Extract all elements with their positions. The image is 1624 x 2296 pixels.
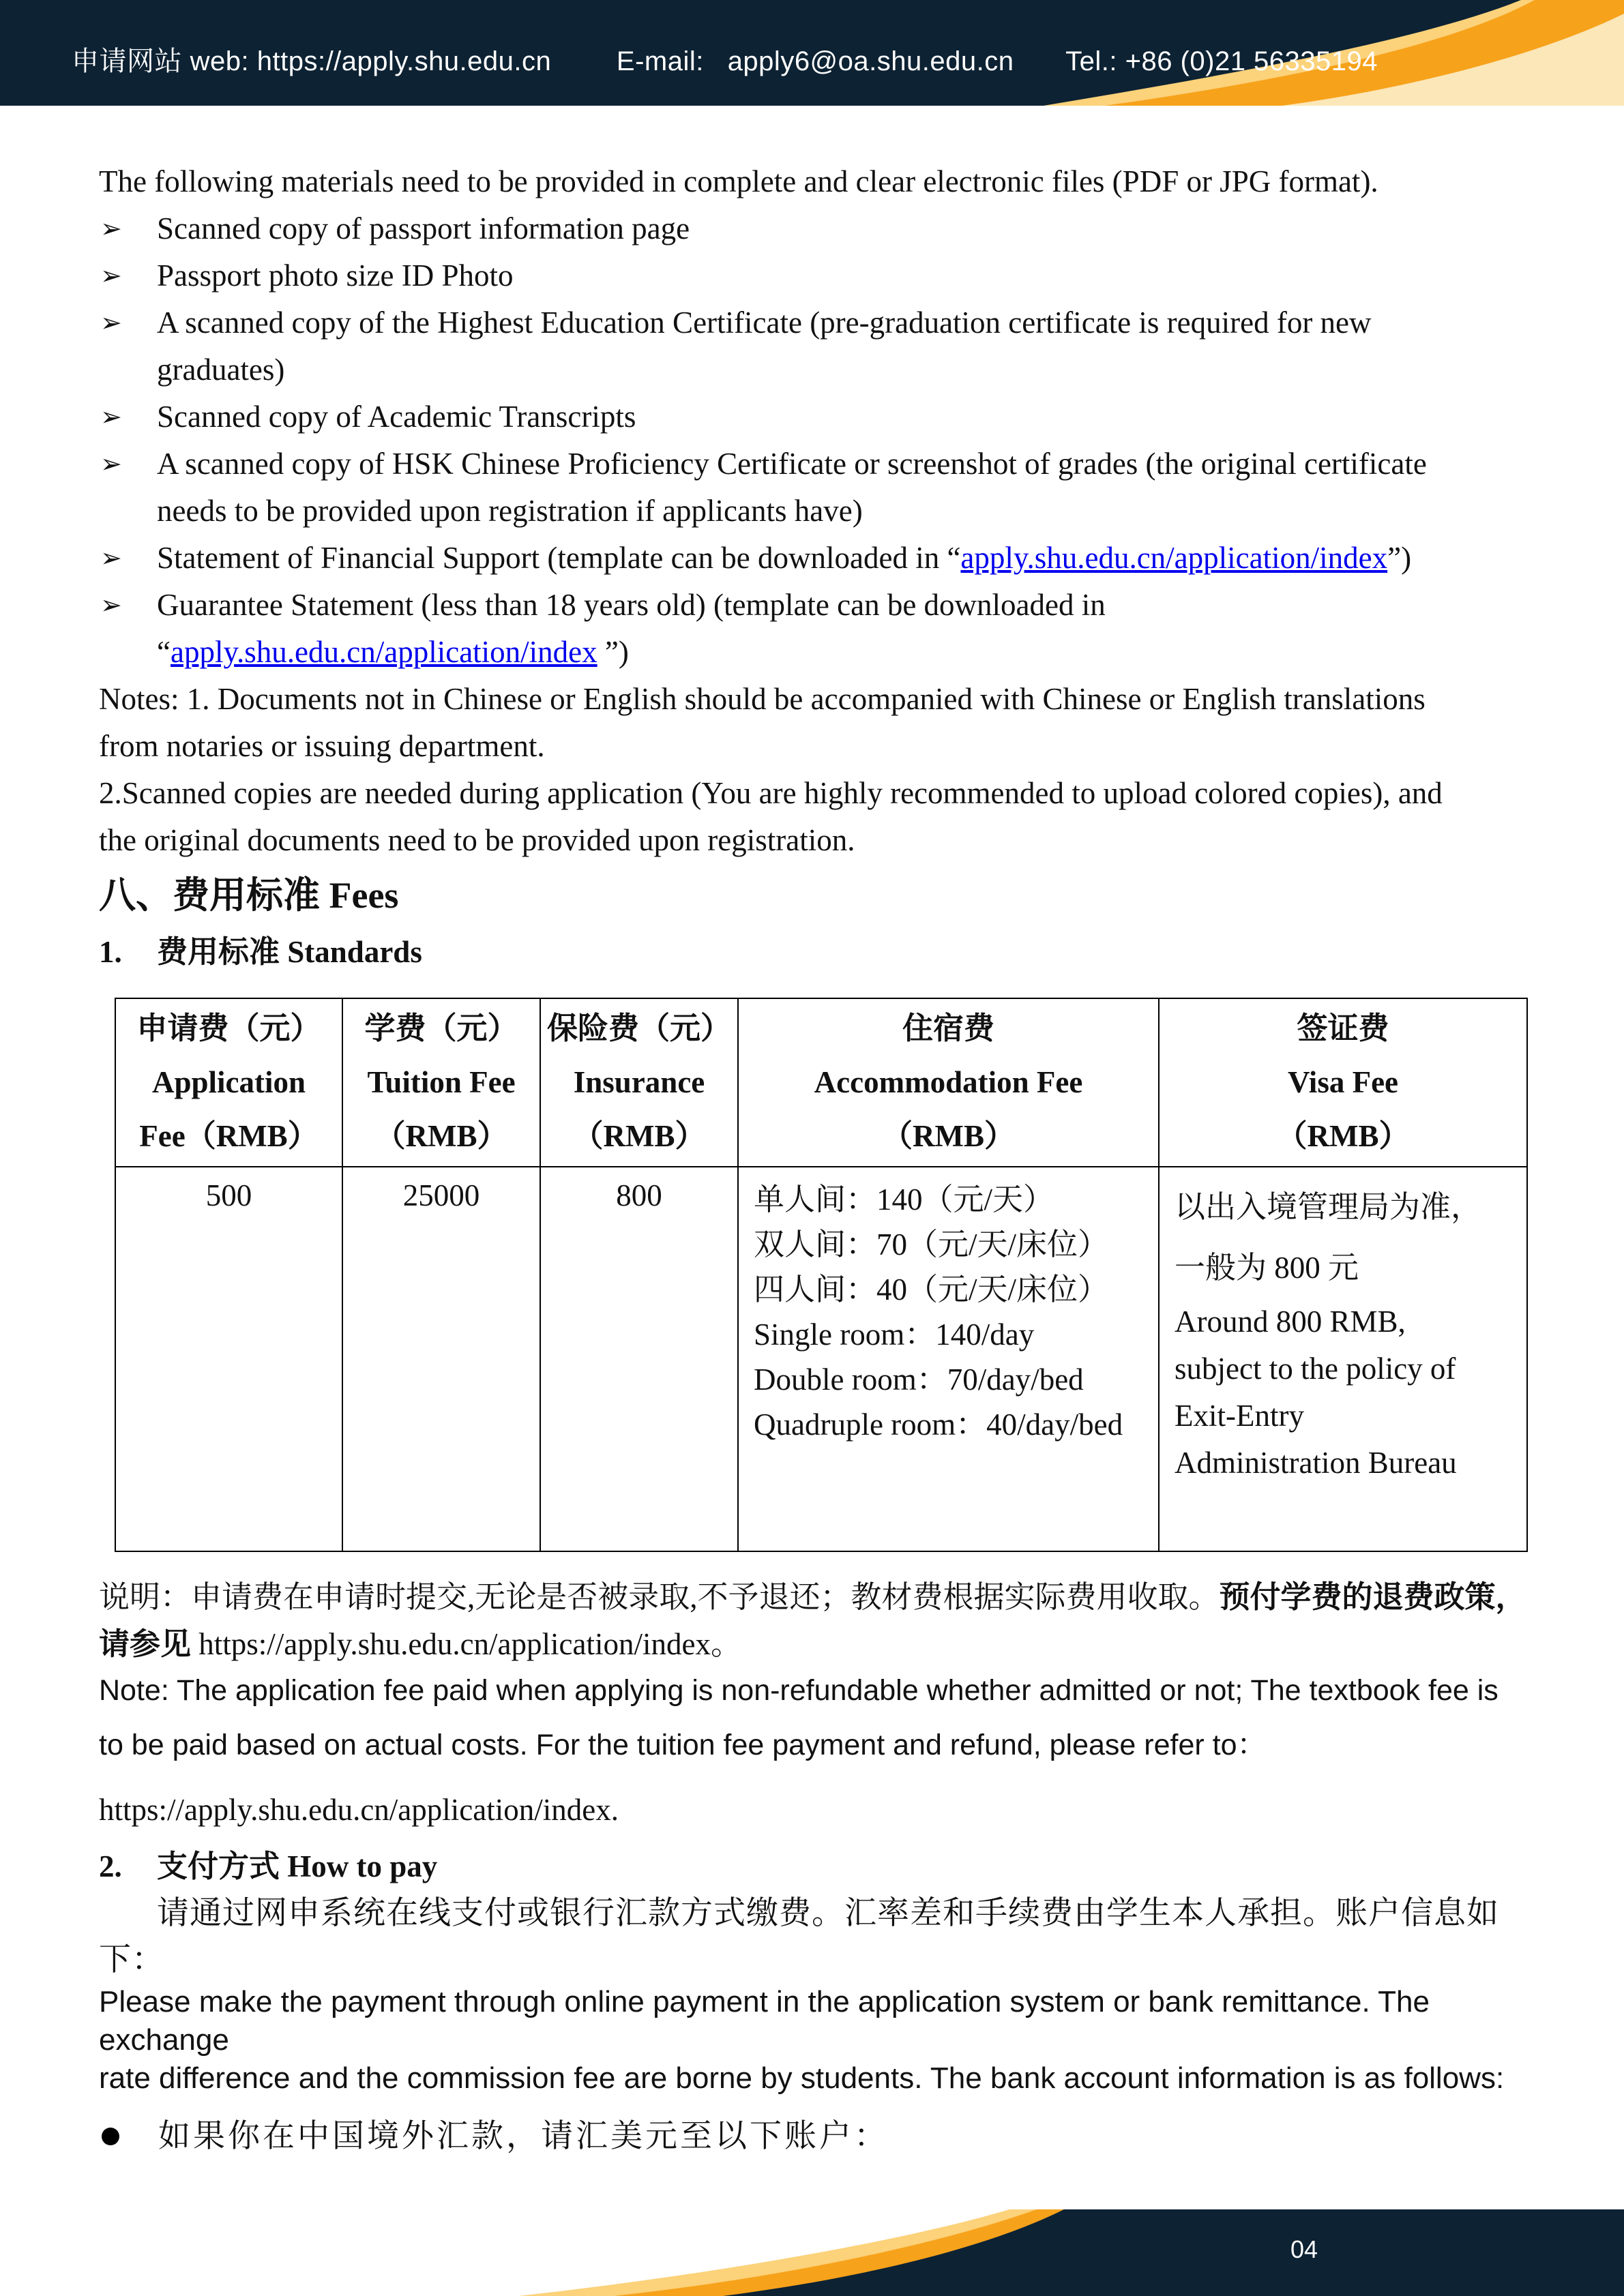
accommodation-fee-values <box>738 1167 1159 1551</box>
materials-list <box>99 205 1545 676</box>
refund-policy-url[interactable]: https://apply.shu.edu.cn/application/index。 <box>191 1627 741 1661</box>
list-item: ➢ Statement of Financial Support (template can be downloaded in “apply.shu.edu.cn/application/index”) <box>99 535 1545 582</box>
payment-en-line: Please make the payment through online payment in the application system or bank remittance. The exchange <box>99 1985 1430 2057</box>
accommodation-line: 双人间：70（元/天/床位） <box>754 1227 1109 1262</box>
fees-table <box>115 998 1528 1552</box>
payment-cn: 请通过网申系统在线支付或银行汇款方式缴费。汇率差和手续费由学生本人承担。账户信息如下： <box>99 1896 1499 1978</box>
accommodation-line: Quadruple room：40/day/bed <box>754 1407 1123 1442</box>
accommodation-line: 单人间：140（元/天） <box>754 1182 1054 1217</box>
application-link[interactable]: apply.shu.edu.cn/application/index <box>170 635 597 669</box>
web-url[interactable]: https://apply.shu.edu.cn <box>256 46 552 76</box>
bullet-dot-icon <box>102 2128 119 2145</box>
arrow-bullet-icon: ➢ <box>100 260 122 290</box>
arrow-bullet-icon: ➢ <box>100 449 122 479</box>
insurance-fee-value: 800 <box>540 1167 738 1551</box>
payment-en-line: rate difference and the commission fee are borne by students. The bank account information is as follows: <box>99 2061 1505 2095</box>
subsection-title-standards: 1. 费用标准 Standards <box>99 935 422 969</box>
arrow-bullet-icon: ➢ <box>100 402 122 432</box>
tuition-fee-value: 25000 <box>342 1167 540 1551</box>
visa-en-line: Around 800 RMB, <box>1175 1304 1406 1339</box>
fee-note-en-line: Note: The application fee paid when applying is non-refundable whether admitted or not; The textbook fee is <box>99 1674 1498 1707</box>
table-row <box>115 1167 1527 1551</box>
list-item: ➢ A scanned copy of the Highest Education Certificate (pre-graduation certificate is required for new graduates) <box>99 299 1545 393</box>
web-label: 申请网站 web: <box>72 46 250 76</box>
list-item: 如果你在中国境外汇款，请汇美元至以下账户： <box>99 2113 1545 2160</box>
list-item: ➢ Scanned copy of Academic Transcripts <box>99 393 1545 441</box>
page-number: 04 <box>1290 2235 1318 2263</box>
list-item: ➢ Scanned copy of passport information page <box>99 205 1545 252</box>
fee-note-en-line: to be paid based on actual costs. For the tuition fee payment and refund, please refer to： <box>99 1729 1267 1761</box>
visa-cn-line: 一般为 800 元 <box>1175 1251 1359 1285</box>
visa-cn-line: 以出入境管理局为准， <box>1175 1190 1482 1224</box>
arrow-bullet-icon: ➢ <box>100 213 122 243</box>
list-item: ➢ Passport photo size ID Photo <box>99 252 1545 299</box>
email-label: E-mail: <box>616 46 704 76</box>
subsection-title-payment: 2. 支付方式 How to pay <box>99 1849 438 1883</box>
page-header <box>0 0 1624 106</box>
arrow-bullet-icon: ➢ <box>100 543 122 573</box>
tel-number: +86 (0)21 56335194 <box>1125 46 1378 76</box>
header-application-fee: 申请费（元） Application Fee（RMB） <box>115 998 342 1167</box>
notes-line: from notaries or issuing department. <box>99 729 545 763</box>
tel-label: Tel.: <box>1065 46 1117 76</box>
arrow-bullet-icon: ➢ <box>100 590 122 620</box>
fee-note-cn: 说明：申请费在申请时提交,无论是否被录取,不予退还；教材费根据实际费用收取。预付学费的退费政策，请参见 https://apply.shu.edu.cn/application/index。 <box>99 1580 1526 1661</box>
visa-en-line: subject to the policy of <box>1175 1352 1456 1386</box>
header-visa-fee: 签证费 Visa Fee （RMB） <box>1159 998 1527 1167</box>
materials-intro: The following materials need to be provided in complete and clear electronic files (PDF or JPG format). <box>99 164 1378 198</box>
list-item: ➢ Guarantee Statement (less than 18 years old) (template can be downloaded in “apply.shu.edu.cn/application/index ”) <box>99 582 1545 676</box>
application-fee-value: 500 <box>115 1167 342 1551</box>
arrow-bullet-icon: ➢ <box>100 308 122 338</box>
visa-en-line: Exit-Entry <box>1175 1399 1304 1433</box>
list-item: ➢ A scanned copy of HSK Chinese Proficiency Certificate or screenshot of grades (the original certificate needs to be provided upon registration if applicants have) <box>99 441 1545 535</box>
application-link[interactable]: apply.shu.edu.cn/application/index <box>960 541 1388 575</box>
visa-en-line: Administration Bureau <box>1175 1446 1457 1480</box>
notes-line: the original documents need to be provided upon registration. <box>99 823 855 857</box>
page-footer <box>0 2209 1624 2296</box>
email-address[interactable]: apply6@oa.shu.edu.cn <box>727 46 1014 76</box>
table-header-row <box>115 998 1527 1167</box>
accommodation-line: 四人间：40（元/天/床位） <box>754 1272 1109 1307</box>
materials-section <box>99 158 1545 976</box>
fee-notes-section <box>99 1574 1545 2160</box>
fee-note-url[interactable]: https://apply.shu.edu.cn/application/index. <box>99 1793 619 1827</box>
visa-fee-values <box>1159 1167 1527 1551</box>
section-title: 八、费用标准 Fees <box>99 875 399 916</box>
footer-decoration <box>0 2209 1624 2296</box>
header-insurance: 保险费（元） Insurance （RMB） <box>540 998 738 1167</box>
notes-line: 2.Scanned copies are needed during application (You are highly recommended to upload colored copies), and <box>99 776 1443 810</box>
header-accommodation: 住宿费 Accommodation Fee （RMB） <box>738 998 1159 1167</box>
header-tuition-fee: 学费（元） Tuition Fee （RMB） <box>342 998 540 1167</box>
notes-line: Notes: 1. Documents not in Chinese or English should be accompanied with Chinese or English translations <box>99 682 1426 716</box>
accommodation-line: Single room：140/day <box>754 1317 1035 1352</box>
accommodation-line: Double room：70/day/bed <box>754 1362 1084 1397</box>
